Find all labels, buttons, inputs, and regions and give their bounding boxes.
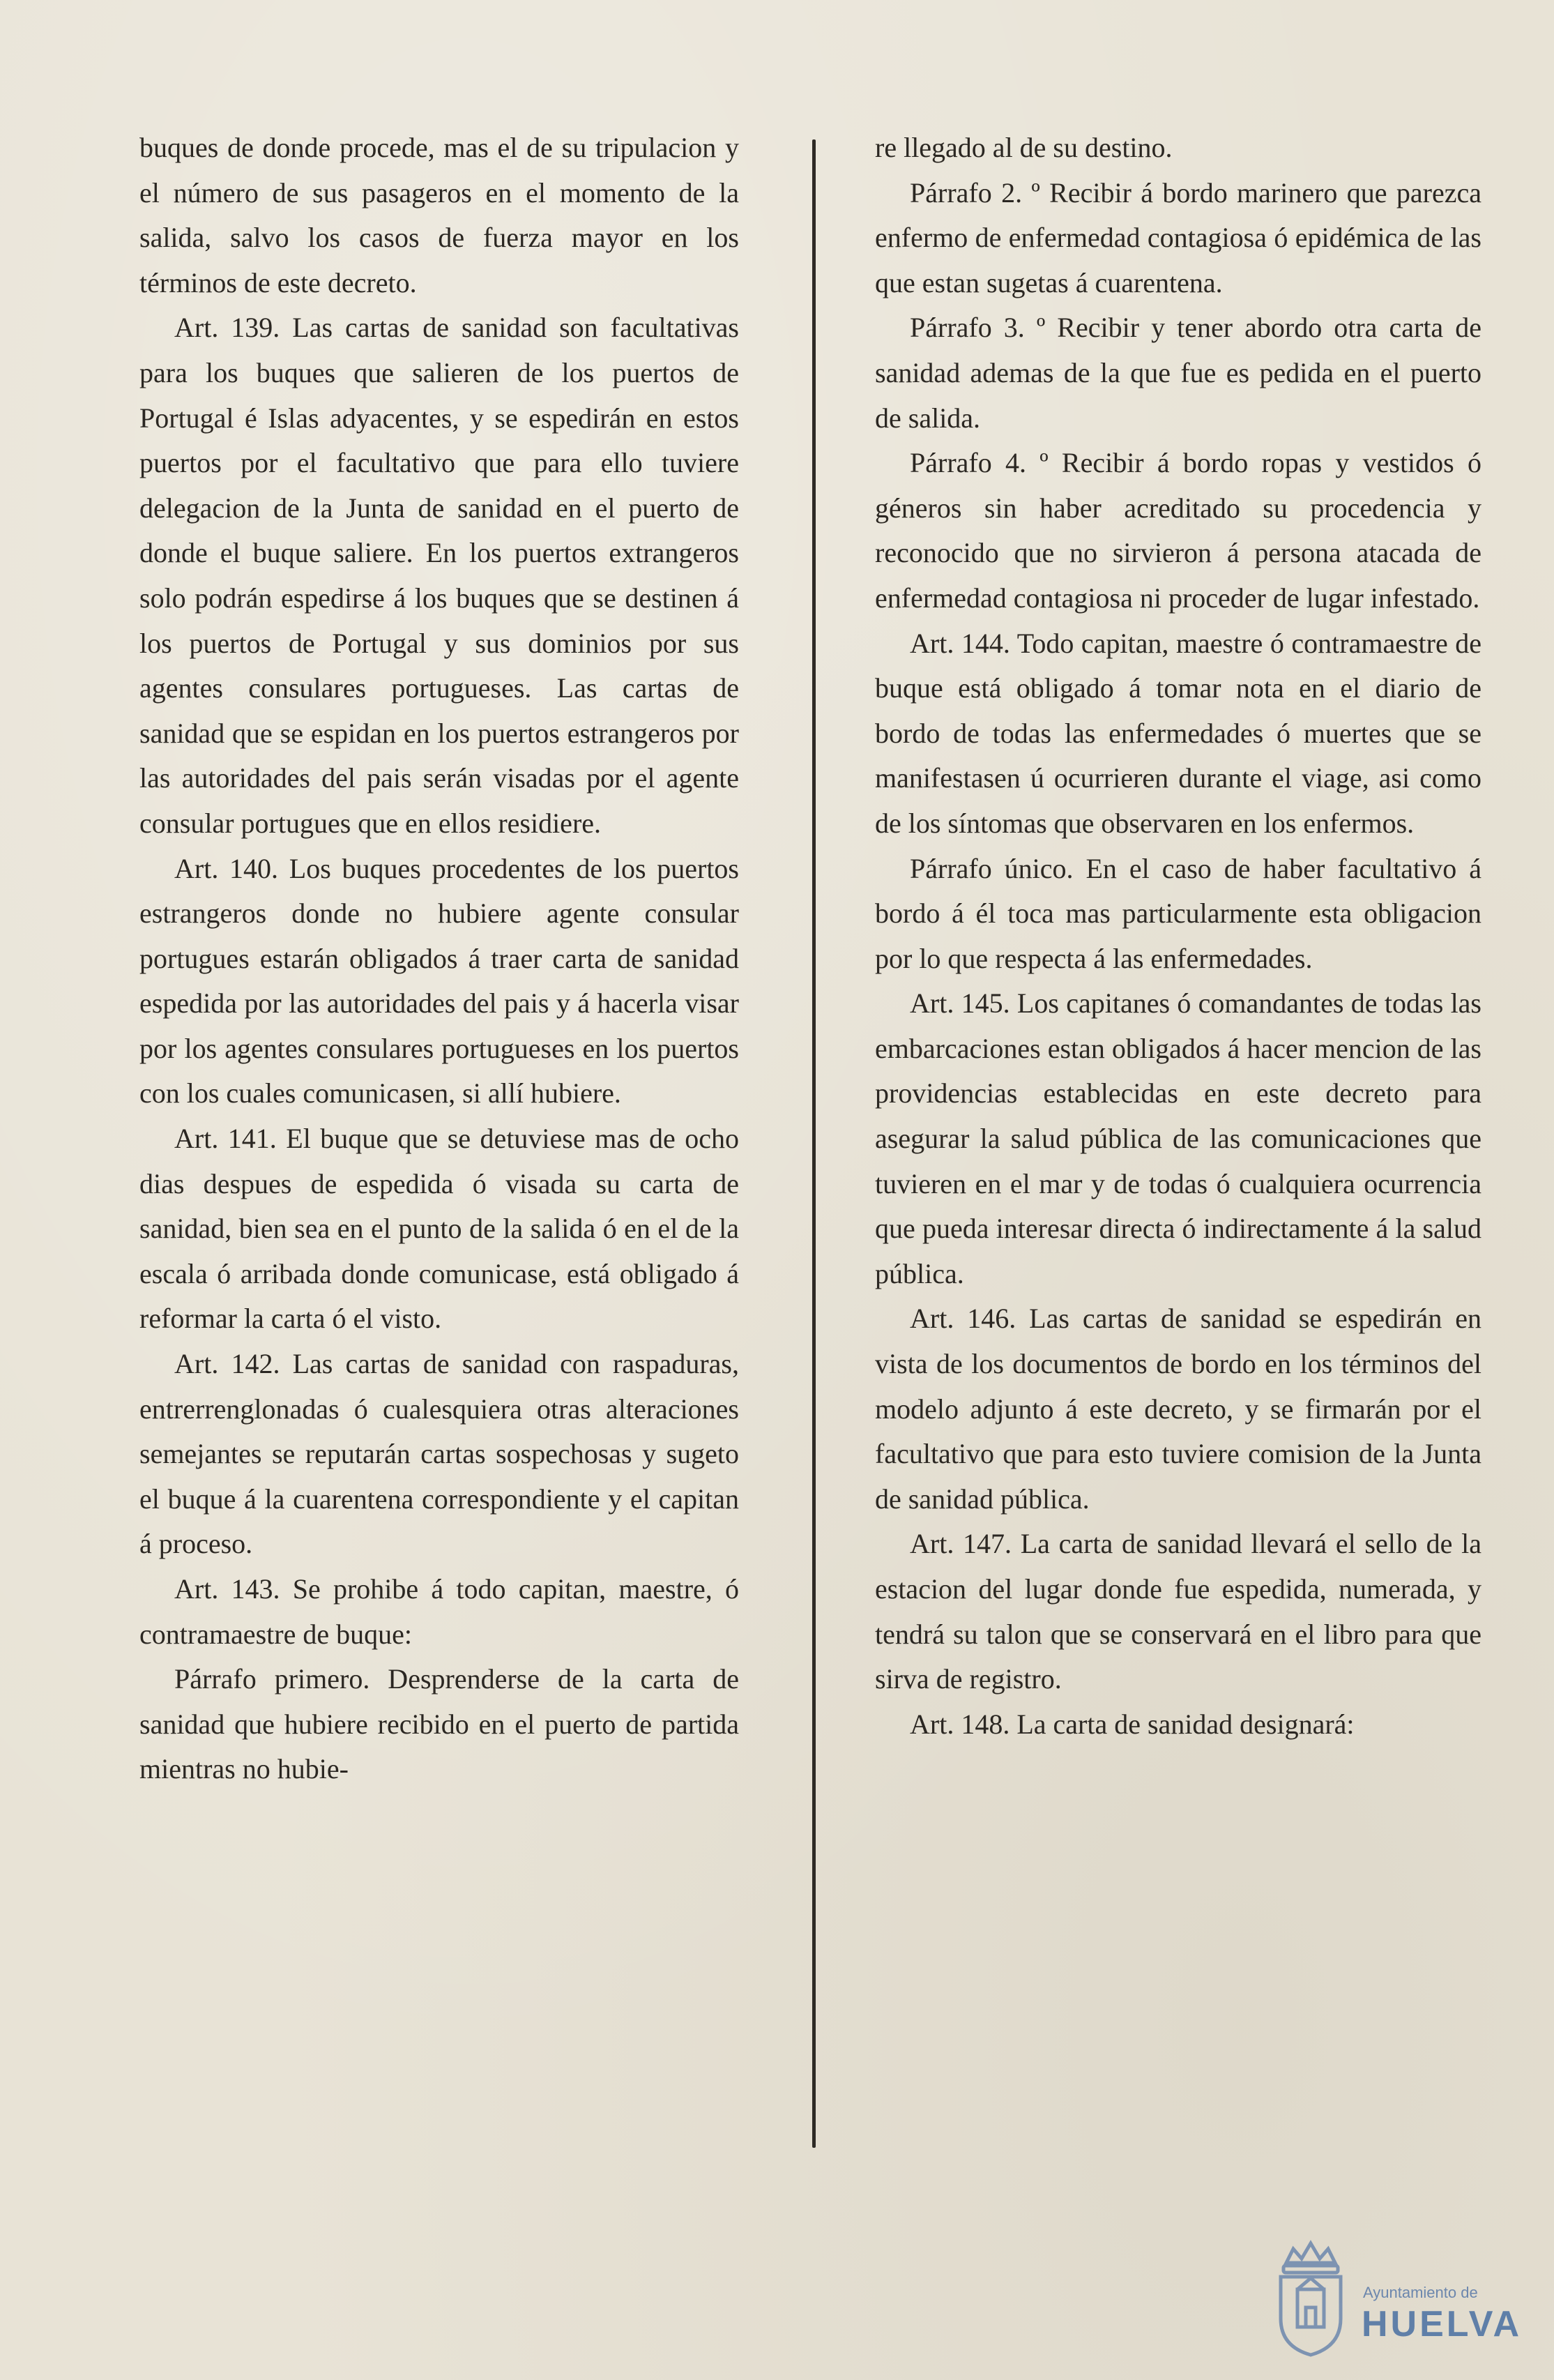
article-145: Art. 145. Los capitanes ó comandantes de todas las embarcaciones estan obligados á hacer mencion de las providencias establecidas en este decreto para asegurar la salud pública de las comunicaciones que tuvieren en el mar y de todas ó cualquiera ocurrencia que pueda interesar directa ó indirectamente á la salud pública.	[875, 987, 1481, 1289]
paragraph: buques de donde procede, mas el de su tripulacion y el número de sus pasageros en el momento de la salida, salvo los casos de fuerza mayor en los términos de este decreto.	[139, 132, 739, 298]
paragraph-continuation: re llegado al de su destino.	[875, 132, 1173, 163]
watermark-line-1: Ayuntamiento de	[1363, 2284, 1478, 2301]
paragraph-3: Párrafo 3. º Recibir y tener abordo otra carta de sanidad ademas de la que fue es pedida en el puerto de salida.	[875, 312, 1481, 434]
paragraph-primero: Párrafo primero. Desprenderse de la carta de sanidad que hubiere recibido en el puerto de partida mientras no hubie-	[139, 1663, 739, 1785]
article-139: Art. 139. Las cartas de sanidad son facultativas para los buques que salieren de los puertos de Portugal é Islas adyacentes, y se espedirán en estos puertos por el facultativo que para ello tuviere delegacion de la Junta de sanidad en el puerto de donde el buque saliere. En los puertos extrangeros solo podrán espedirse á los buques que se destinen á los puertos de Portugal y sus dominios por sus agentes consulares portugueses. Las cartas de sanidad que se espidan en los puertos estrangeros por las autoridades del pais serán visadas por el agente consular portugues que en ellos residiere.	[139, 312, 739, 839]
article-144: Art. 144. Todo capitan, maestre ó contramaestre de buque está obligado á tomar nota en el diario de bordo de todas las enfermedades ó muertes que se manifestasen ú ocurrieren durante el viage, asi como de los síntomas que observaren en los enfermos.	[875, 627, 1481, 839]
column-divider	[812, 139, 816, 2148]
paragraph-unico: Párrafo único. En el caso de haber facultativo á bordo á él toca mas particularmente esta obligacion por lo que respecta á las enfermedades.	[875, 852, 1481, 974]
article-141: Art. 141. El buque que se detuviese mas de ocho dias despues de espedida ó visada su carta de sanidad, bien sea en el punto de la salida ó en el de la escala ó arribada donde comunicase, está obligado á reformar la carta ó el visto.	[139, 1123, 739, 1335]
article-142: Art. 142. Las cartas de sanidad con raspaduras, entrerrenglonadas ó cualesquiera otras alteraciones semejantes se reputarán cartas sospechosas y sugeto el buque á la cuarentena correspondiente y el capitan á proceso.	[139, 1348, 739, 1560]
coat-of-arms-icon	[1265, 2235, 1356, 2360]
article-148: Art. 148. La carta de sanidad designará:	[910, 1708, 1355, 1740]
article-140: Art. 140. Los buques procedentes de los puertos estrangeros donde no hubiere agente consular portugues estarán obligados á traer carta de sanidad espedida por las autoridades del pais y á hacerla visar por los agentes consulares portugueses en los puertos con los cuales comunicasen, si allí hubiere.	[139, 852, 739, 1109]
ayuntamiento-huelva-watermark	[1265, 2235, 1523, 2360]
paragraph-2: Párrafo 2. º Recibir á bordo marinero que parezca enfermo de enfermedad contagiosa ó epidémica de las que estan sugetas á cuarentena.	[875, 176, 1481, 298]
article-147: Art. 147. La carta de sanidad llevará el sello de la estacion del lugar donde fue espedida, numerada, y tendrá su talon que se conservará en el libro para que sirva de registro.	[875, 1528, 1481, 1695]
left-column	[139, 126, 739, 1792]
right-column	[875, 126, 1481, 1747]
paragraph-4: Párrafo 4. º Recibir á bordo ropas y vestidos ó géneros sin haber acreditado su procedencia y reconocido que no sirvieron á persona atacada de enfermedad contagiosa ni proceder de lugar infestado.	[875, 447, 1481, 614]
article-143: Art. 143. Se prohibe á todo capitan, maestre, ó contramaestre de buque:	[139, 1573, 739, 1650]
article-146: Art. 146. Las cartas de sanidad se espedirán en vista de los documentos de bordo en los términos del modelo adjunto á este decreto, y se firmarán por el facultativo que para esto tuviere comision de la Junta de sanidad pública.	[875, 1303, 1481, 1515]
watermark-line-2: HUELVA	[1362, 2304, 1523, 2344]
